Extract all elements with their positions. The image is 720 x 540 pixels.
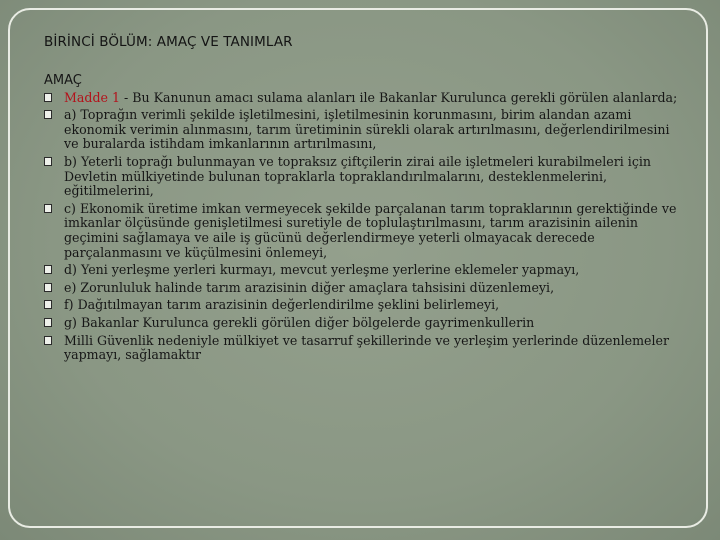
checkbox-bullet-icon xyxy=(44,110,52,119)
list-item xyxy=(44,91,684,106)
checkbox-bullet-icon xyxy=(44,157,52,166)
list-item xyxy=(44,202,684,260)
section-heading: AMAÇ xyxy=(44,73,82,88)
list-item xyxy=(44,263,684,278)
checkbox-bullet-icon xyxy=(44,204,52,213)
slide-title: BİRİNCİ BÖLÜM: AMAÇ VE TANIMLAR xyxy=(44,34,293,50)
list-item-text: a) Toprağın verimli şekilde işletilmesini, işletilmesinin korunmasını, birim alandan azami ekonomik verimin alınmasını, tarım üretiminin sürekli olarak artırılmasını, değerlendirilmesini ve buralarda istihdam imkanlarının artırılmasını, xyxy=(64,107,670,152)
list-item xyxy=(44,155,684,199)
list-item-text: Milli Güvenlik nedeniyle mülkiyet ve tasarruf şekillerinde ve yerleşim yerlerinde düzenlemeler yapmayı, sağlamaktır xyxy=(64,332,669,363)
list-item xyxy=(44,334,684,363)
slide-content xyxy=(44,74,684,366)
list-item-text: e) Zorunluluk halinde tarım arazisinin diğer amaçlara tahsisini düzenlemeyi, xyxy=(64,279,555,295)
list-item xyxy=(44,108,684,152)
checkbox-bullet-icon xyxy=(44,265,52,274)
list-item-text: - Bu Kanunun amacı sulama alanları ile Bakanlar Kurulunca gerekli görülen alanlarda; xyxy=(120,89,678,105)
list-item-text: g) Bakanlar Kurulunca gerekli görülen diğer bölgelerde gayrimenkullerin xyxy=(64,314,535,330)
list-item-text: f) Dağıtılmayan tarım arazisinin değerlendirilme şeklini belirlemeyi, xyxy=(64,297,500,313)
list-item xyxy=(44,298,684,313)
checkbox-bullet-icon xyxy=(44,318,52,327)
checkbox-bullet-icon xyxy=(44,336,52,345)
checkbox-bullet-icon xyxy=(44,93,52,102)
list-item-text: b) Yeterli toprağı bulunmayan ve topraksız çiftçilerin zirai aile işletmeleri kurabilmeleri için Devletin mülkiyetinde bulunan topraklarla topraklandırılmalarını, desteklenmelerini, eğitilmelerini, xyxy=(64,153,652,199)
checkbox-bullet-icon xyxy=(44,300,52,309)
list-item xyxy=(44,316,684,331)
article-number: Madde 1 xyxy=(64,89,120,105)
list-item-text: d) Yeni yerleşme yerleri kurmayı, mevcut yerleşme yerlerine eklemeler yapmayı, xyxy=(64,262,580,278)
checkbox-bullet-icon xyxy=(44,283,52,292)
list-item xyxy=(44,281,684,296)
list-item-text: c) Ekonomik üretime imkan vermeyecek şekilde parçalanan tarım topraklarının gerektiğinde ve imkanlar ölçüsünde genişletilmesi suretiyle de toplulaştırılmasını, tarım arazisinin ailenin geçimini sağlamaya ve aile iş gücünü değerlendirmeye yeterli olmayacak derecede parçalanmasını ve küçülmesini önlemeyi, xyxy=(64,200,677,260)
